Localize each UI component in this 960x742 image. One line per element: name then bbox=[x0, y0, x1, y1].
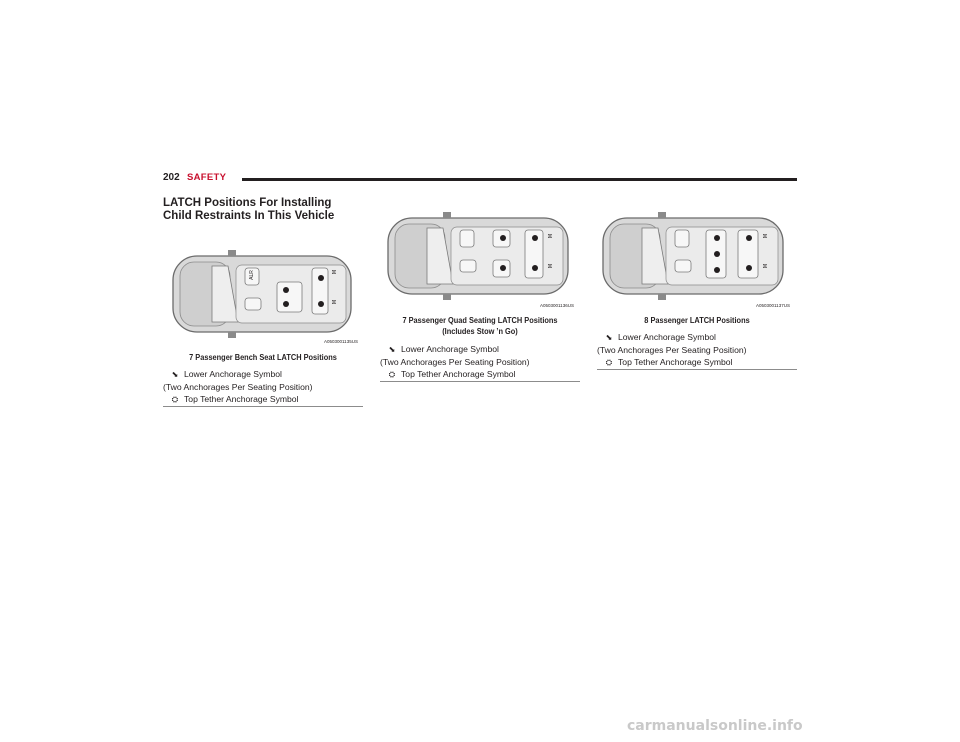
section-title: LATCH Positions For Installing Child Restraints In This Vehicle bbox=[163, 197, 335, 222]
seat-label: ALR bbox=[248, 270, 255, 280]
legend-tether-label: Top Tether Anchorage Symbol bbox=[401, 369, 516, 379]
legend-row-lower bbox=[163, 368, 363, 381]
legend-note: (Two Anchorages Per Seating Position) bbox=[597, 345, 747, 355]
legend-divider bbox=[380, 381, 580, 382]
svg-text:⛝: ⛝ bbox=[332, 270, 336, 276]
legend-divider bbox=[163, 406, 363, 407]
legend-tether-label: Top Tether Anchorage Symbol bbox=[618, 357, 733, 367]
watermark: carmanualsonline.info bbox=[627, 718, 803, 734]
svg-text:⛝: ⛝ bbox=[332, 300, 336, 306]
lower-anchorage-icon: ⬊ bbox=[388, 345, 396, 354]
legend-note: (Two Anchorages Per Seating Position) bbox=[163, 382, 313, 392]
top-tether-icon: ⛭ bbox=[605, 358, 613, 367]
legend-lower-label: Lower Anchorage Symbol bbox=[618, 332, 716, 342]
figure-caption bbox=[394, 315, 566, 337]
legend-row-note bbox=[380, 356, 580, 368]
vehicle-diagram-quad bbox=[385, 210, 580, 304]
svg-text:⛝: ⛝ bbox=[548, 234, 552, 240]
figure-caption bbox=[611, 315, 783, 326]
page-header bbox=[163, 172, 797, 186]
legend-row-tether bbox=[380, 368, 580, 381]
lower-anchorage-icon: ⬊ bbox=[171, 370, 179, 379]
caption-line: (Includes Stow ’n Go) bbox=[442, 326, 518, 336]
section-name: SAFETY bbox=[187, 172, 227, 183]
legend-note: (Two Anchorages Per Seating Position) bbox=[380, 357, 530, 367]
top-tether-icon: ⛭ bbox=[388, 370, 396, 379]
svg-text:⛝: ⛝ bbox=[548, 264, 552, 270]
legend-divider bbox=[597, 369, 797, 370]
figure-caption bbox=[177, 352, 349, 363]
page-number: 202 bbox=[163, 172, 180, 183]
legend-row-lower bbox=[597, 331, 797, 344]
header-rule bbox=[242, 178, 797, 181]
svg-text:⛝: ⛝ bbox=[763, 264, 767, 270]
legend-row-note bbox=[163, 381, 363, 393]
legend-lower-label: Lower Anchorage Symbol bbox=[401, 344, 499, 354]
svg-text:⛝: ⛝ bbox=[763, 234, 767, 240]
figure-code: A0503001135US bbox=[324, 339, 358, 344]
figure-code: A0503001137US bbox=[756, 303, 790, 308]
caption-line: 8 Passenger LATCH Positions bbox=[644, 315, 750, 325]
legend bbox=[597, 331, 797, 369]
legend-lower-label: Lower Anchorage Symbol bbox=[184, 369, 282, 379]
legend-row-tether bbox=[597, 356, 797, 369]
legend-tether-label: Top Tether Anchorage Symbol bbox=[184, 394, 299, 404]
top-tether-icon: ⛭ bbox=[171, 395, 179, 404]
legend bbox=[163, 368, 363, 406]
caption-line: 7 Passenger Bench Seat LATCH Positions bbox=[189, 352, 337, 362]
caption-line: 7 Passenger Quad Seating LATCH Positions bbox=[402, 315, 558, 325]
lower-anchorage-icon: ⬊ bbox=[605, 333, 613, 342]
figure-code: A0503001136US bbox=[540, 303, 574, 308]
vehicle-diagram-bench bbox=[170, 246, 363, 340]
legend-row-tether bbox=[163, 393, 363, 406]
vehicle-diagram-8-passenger bbox=[600, 210, 795, 304]
legend-row-note bbox=[597, 344, 797, 356]
legend-row-lower bbox=[380, 343, 580, 356]
legend bbox=[380, 343, 580, 381]
